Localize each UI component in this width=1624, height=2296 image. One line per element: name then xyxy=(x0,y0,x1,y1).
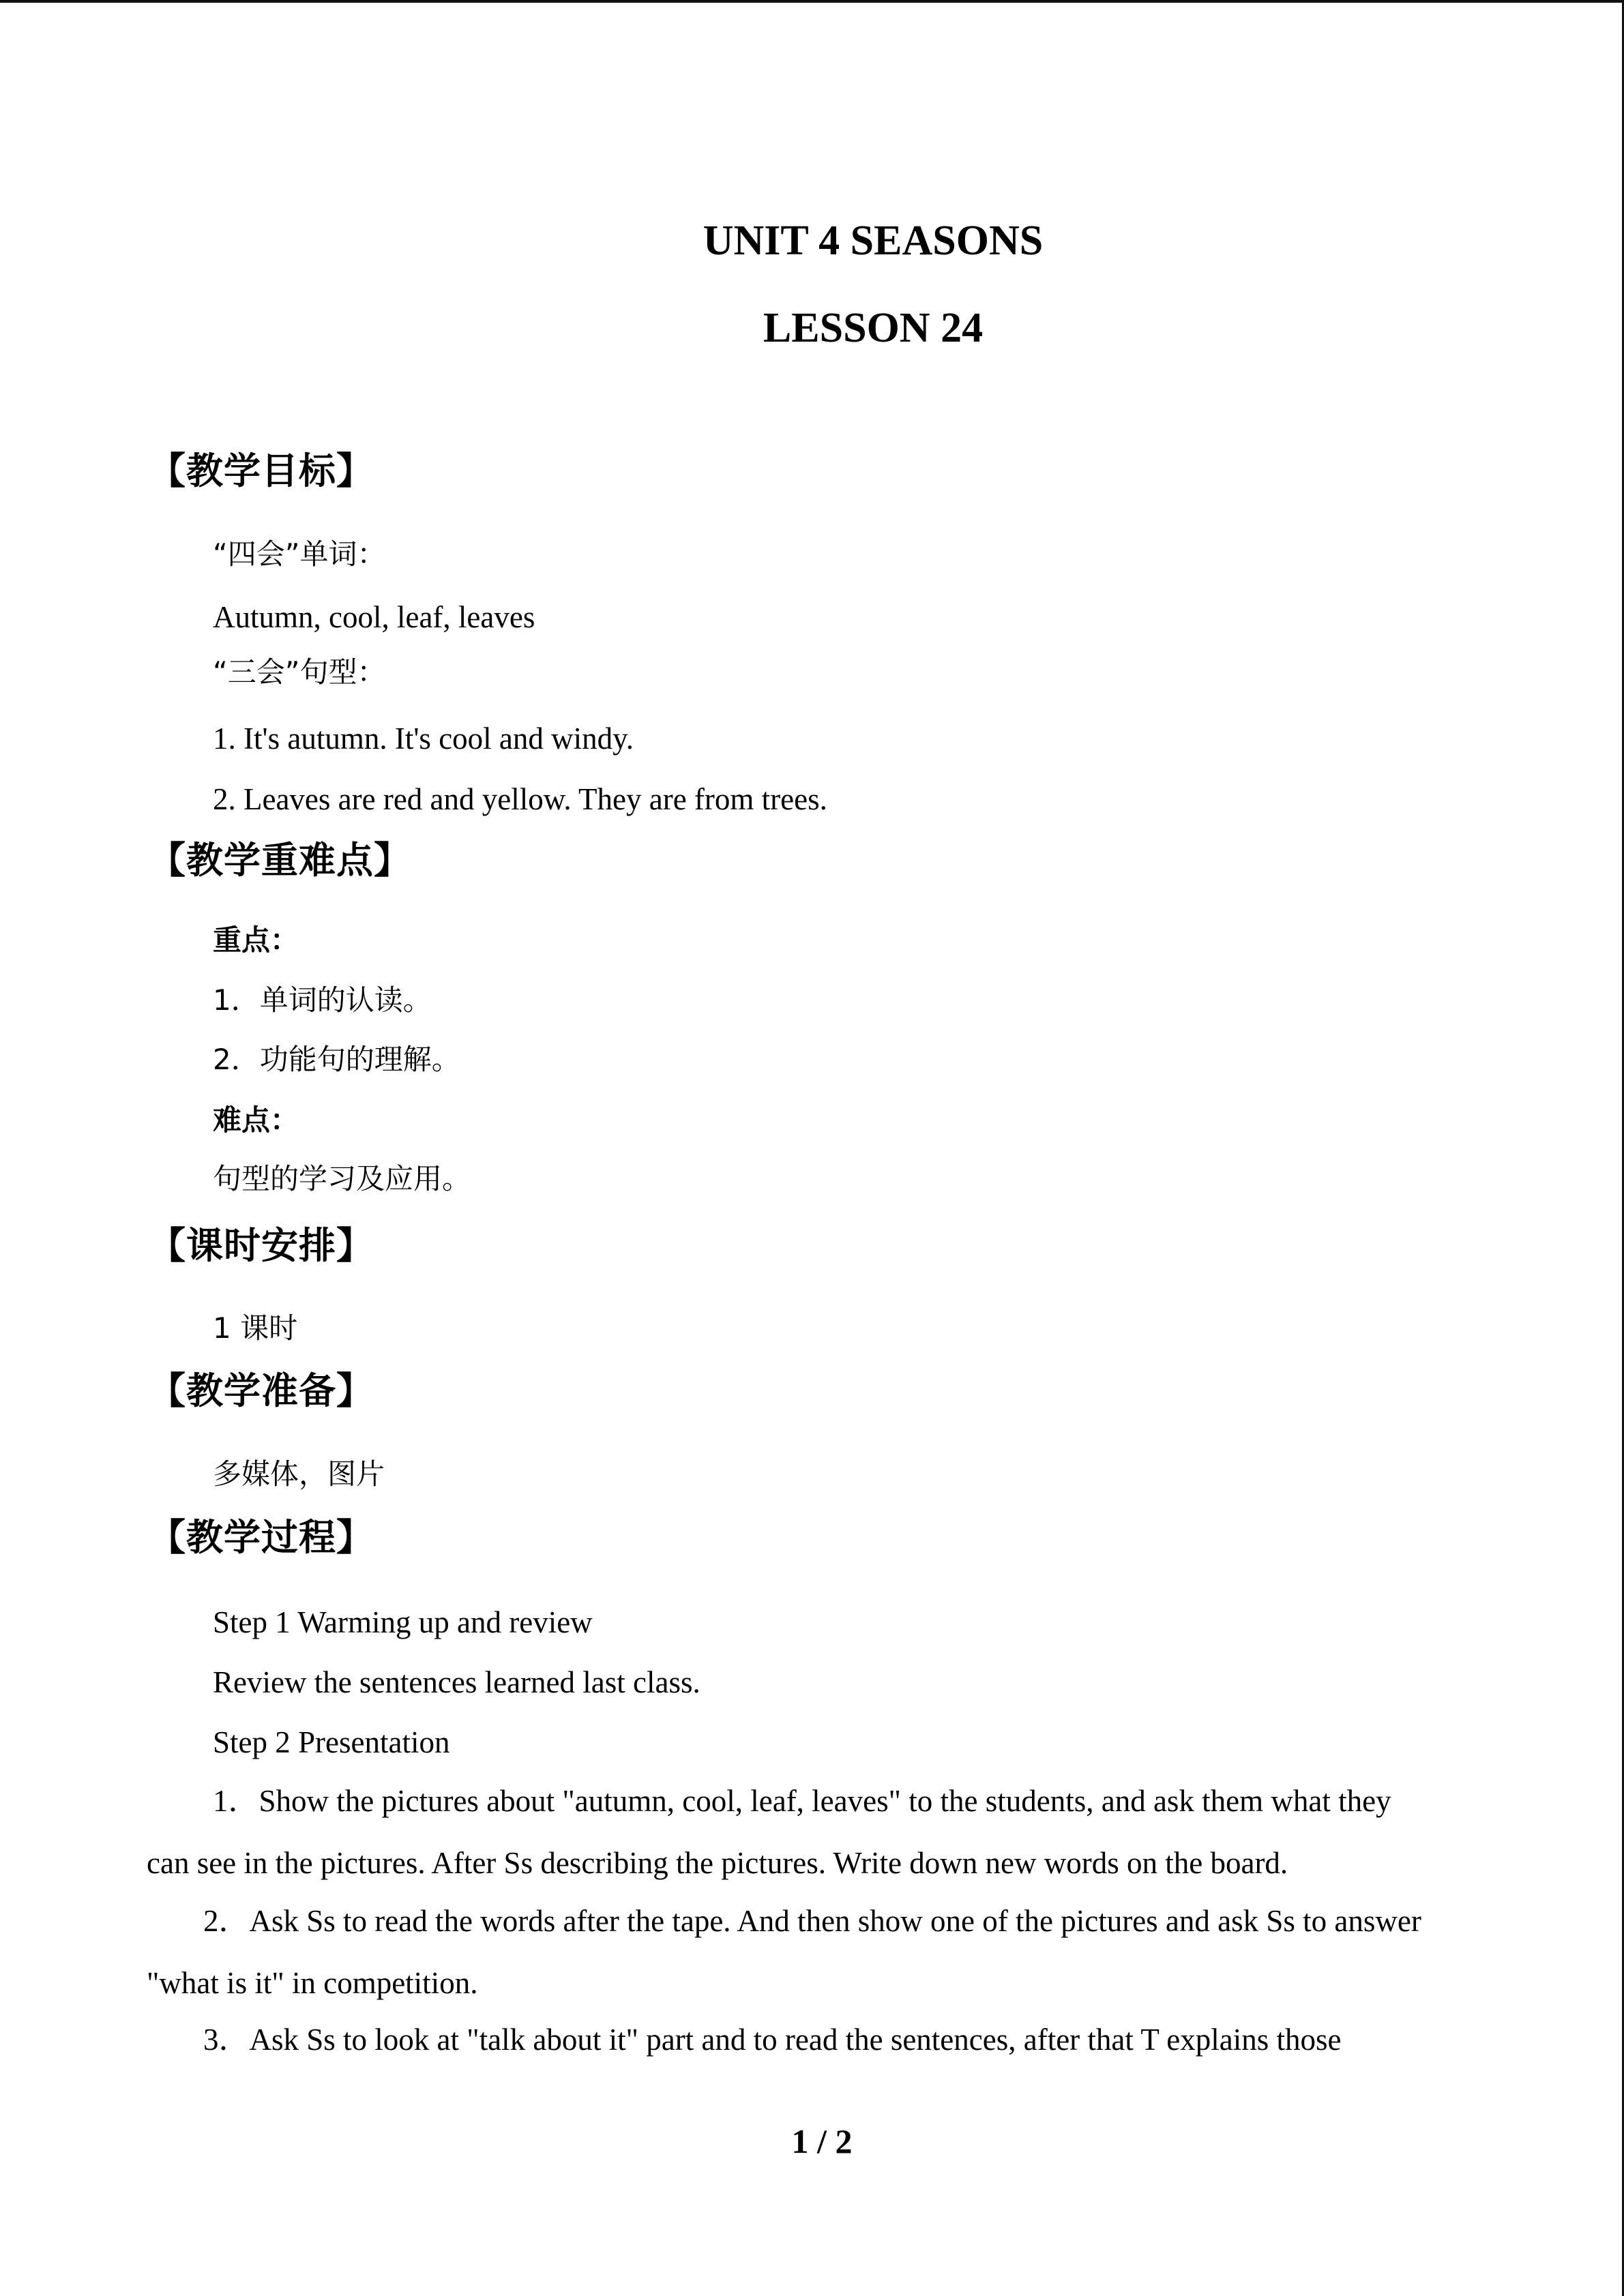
sentence-pattern-2: 2. Leaves are red and yellow. They are from trees. xyxy=(213,782,827,816)
four-skills-label: “四会”单词： xyxy=(213,537,386,571)
vocabulary-list: Autumn, cool, leaf, leaves xyxy=(213,600,535,634)
process-item-1-line-2: can see in the pictures. After Ss describing the pictures. Write down new words on the board. xyxy=(147,1846,1288,1880)
step1-title: Step 1 Warming up and review xyxy=(213,1605,593,1639)
focus-item-1: 1．单词的认读。 xyxy=(213,983,432,1017)
sentence-pattern-1: 1. It's autumn. It's cool and windy. xyxy=(213,721,634,756)
schedule-text: 1 课时 xyxy=(213,1311,298,1345)
focus-item-2: 2．功能句的理解。 xyxy=(213,1043,460,1076)
heading-schedule: 【课时安排】 xyxy=(149,1224,374,1267)
three-skills-label: “三会”句型： xyxy=(213,655,386,689)
preparation-text: 多媒体，图片 xyxy=(213,1457,385,1491)
process-item-2-line-2: "what is it" in competition. xyxy=(147,1966,478,2000)
heading-key-points: 【教学重难点】 xyxy=(149,839,411,882)
heading-process: 【教学过程】 xyxy=(149,1516,374,1559)
process-item-2-line-1: 2．Ask Ss to read the words after the tape. And then show one of the pictures and ask Ss to answer xyxy=(203,1904,1421,1938)
difficulty-label: 难点： xyxy=(213,1103,299,1137)
heading-objectives: 【教学目标】 xyxy=(149,449,374,492)
heading-preparation: 【教学准备】 xyxy=(149,1369,374,1412)
step1-text: Review the sentences learned last class. xyxy=(213,1665,700,1699)
document-title: UNIT 4 SEASONS xyxy=(703,218,1044,264)
process-item-3-line-1: 3．Ask Ss to look at "talk about it" part and to read the sentences, after that T explains those xyxy=(203,2023,1342,2057)
lesson-title: LESSON 24 xyxy=(763,305,984,351)
process-item-1-line-1: 1．Show the pictures about "autumn, cool, leaf, leaves" to the students, and ask them what they xyxy=(213,1784,1391,1818)
step2-title: Step 2 Presentation xyxy=(213,1725,450,1759)
page-indicator: 1 / 2 xyxy=(791,2122,853,2160)
focus-label: 重点： xyxy=(213,923,299,957)
difficulty-text: 句型的学习及应用。 xyxy=(213,1162,471,1195)
